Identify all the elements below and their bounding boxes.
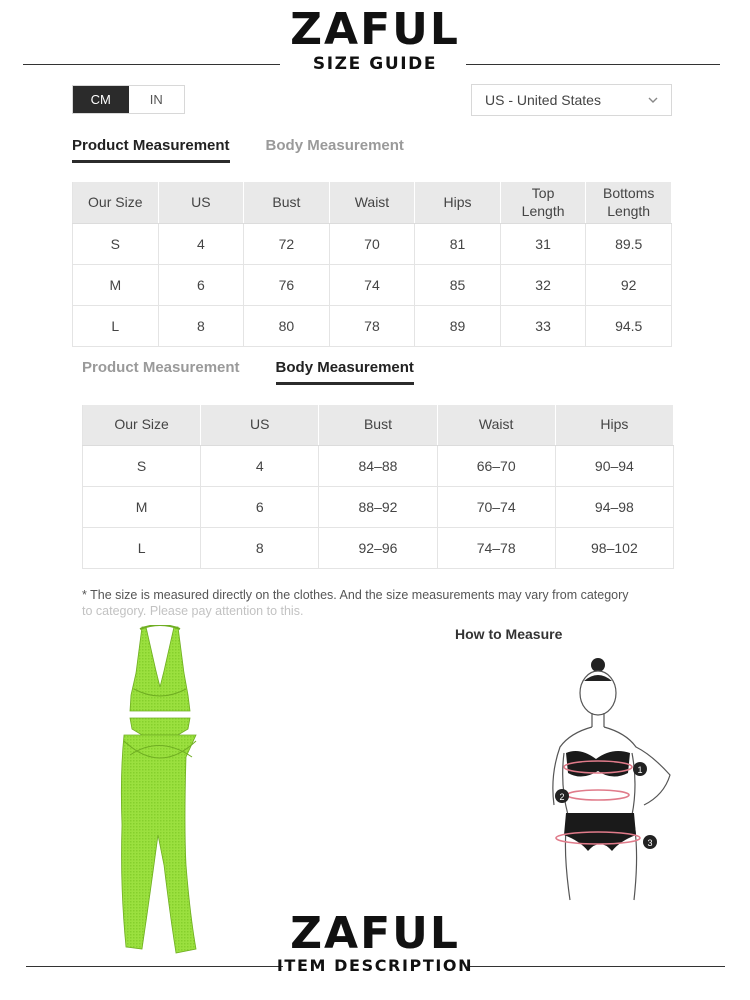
col-bottoms-length bbox=[586, 182, 672, 224]
measurement-note bbox=[82, 587, 672, 619]
table-cell: 80 bbox=[244, 306, 330, 347]
table-cell: 72 bbox=[244, 224, 330, 265]
table-row bbox=[83, 528, 674, 569]
table-cell: 6 bbox=[158, 265, 244, 306]
table-cell: 31 bbox=[500, 224, 586, 265]
table-cell: M bbox=[73, 265, 159, 306]
table-cell: 6 bbox=[201, 487, 319, 528]
table-cell: 66–70 bbox=[437, 446, 555, 487]
region-select-value: US - United States bbox=[485, 92, 601, 108]
table-cell: L bbox=[73, 306, 159, 347]
table-cell: M bbox=[83, 487, 201, 528]
footer-brand bbox=[0, 908, 750, 959]
table-cell: 8 bbox=[158, 306, 244, 347]
col-bust: Bust bbox=[319, 405, 437, 446]
tab-body-measurement-2[interactable]: Body Measurement bbox=[276, 359, 414, 385]
table-row bbox=[73, 224, 672, 265]
table-cell: 32 bbox=[500, 265, 586, 306]
table-cell: 89 bbox=[415, 306, 501, 347]
table-header-row bbox=[73, 182, 672, 224]
footer-subtitle-wrap bbox=[0, 956, 750, 976]
measurement-diagram bbox=[540, 655, 680, 905]
table-cell: 94–98 bbox=[555, 487, 673, 528]
col-us: US bbox=[201, 405, 319, 446]
tab-product-measurement[interactable]: Product Measurement bbox=[72, 137, 230, 163]
col-bottoms-length-l1: Bottoms bbox=[603, 185, 655, 201]
table-cell: 4 bbox=[201, 446, 319, 487]
table-cell: 4 bbox=[158, 224, 244, 265]
tab-body-measurement[interactable]: Body Measurement bbox=[265, 137, 404, 154]
table-cell: 85 bbox=[415, 265, 501, 306]
col-waist: Waist bbox=[437, 405, 555, 446]
table-cell: L bbox=[83, 528, 201, 569]
chevron-down-icon bbox=[647, 93, 659, 110]
marker-2-icon bbox=[555, 789, 569, 803]
col-waist: Waist bbox=[329, 182, 415, 224]
col-our-size: Our Size bbox=[73, 182, 159, 224]
header-subtitle-wrap bbox=[0, 54, 750, 74]
table-cell: 92–96 bbox=[319, 528, 437, 569]
table-cell: 70 bbox=[329, 224, 415, 265]
table-row bbox=[73, 265, 672, 306]
table-cell: S bbox=[73, 224, 159, 265]
table-cell: 94.5 bbox=[586, 306, 672, 347]
table-cell: 74 bbox=[329, 265, 415, 306]
col-top-length-l1: Top bbox=[531, 185, 555, 201]
table-cell: 70–74 bbox=[437, 487, 555, 528]
region-select[interactable] bbox=[471, 84, 672, 116]
table-row bbox=[83, 446, 674, 487]
table-cell: 33 bbox=[500, 306, 586, 347]
table-cell: 81 bbox=[415, 224, 501, 265]
table-cell: S bbox=[83, 446, 201, 487]
table-cell: 74–78 bbox=[437, 528, 555, 569]
marker-3-label: 3 bbox=[647, 838, 653, 848]
col-top-length-l2: Length bbox=[521, 202, 565, 219]
table-cell: 76 bbox=[244, 265, 330, 306]
table-cell: 78 bbox=[329, 306, 415, 347]
measurement-note-line1: * The size is measured directly on the clothes. And the size measurements may vary from category bbox=[82, 588, 629, 602]
table-cell: 8 bbox=[201, 528, 319, 569]
table-cell: 92 bbox=[586, 265, 672, 306]
table-cell: 90–94 bbox=[555, 446, 673, 487]
item-description-title: ITEM DESCRIPTION bbox=[276, 956, 474, 975]
table-cell: 88–92 bbox=[319, 487, 437, 528]
product-tabs bbox=[72, 137, 404, 163]
table-cell: 84–88 bbox=[319, 446, 437, 487]
tab-product-measurement-2[interactable]: Product Measurement bbox=[82, 359, 240, 376]
footer-logo: ZAFUL bbox=[290, 908, 460, 959]
col-our-size: Our Size bbox=[83, 405, 201, 446]
header-brand bbox=[0, 4, 750, 55]
table-header-row bbox=[83, 405, 674, 446]
product-measurement-table bbox=[72, 181, 672, 347]
col-hips: Hips bbox=[415, 182, 501, 224]
table-cell: 89.5 bbox=[586, 224, 672, 265]
measurement-note-line2: to category. Please pay attention to this. bbox=[82, 604, 304, 618]
unit-toggle bbox=[72, 85, 185, 114]
marker-3-icon bbox=[643, 835, 657, 849]
product-image bbox=[100, 625, 220, 955]
table-row bbox=[83, 487, 674, 528]
marker-1-icon bbox=[633, 762, 647, 776]
size-guide-title: SIZE GUIDE bbox=[312, 54, 438, 74]
how-to-measure-title: How to Measure bbox=[455, 626, 563, 642]
table-cell: 98–102 bbox=[555, 528, 673, 569]
col-top-length bbox=[500, 182, 586, 224]
marker-2-label: 2 bbox=[559, 792, 565, 802]
marker-1-label: 1 bbox=[637, 765, 643, 775]
body-tabs bbox=[82, 359, 414, 385]
brand-logo: ZAFUL bbox=[290, 4, 460, 55]
col-bottoms-length-l2: Length bbox=[607, 202, 651, 219]
unit-cm-button[interactable]: CM bbox=[73, 86, 129, 113]
body-measurement-table bbox=[82, 404, 674, 569]
col-us: US bbox=[158, 182, 244, 224]
col-hips: Hips bbox=[555, 405, 673, 446]
col-bust: Bust bbox=[244, 182, 330, 224]
table-row bbox=[73, 306, 672, 347]
unit-in-button[interactable]: IN bbox=[149, 92, 163, 107]
